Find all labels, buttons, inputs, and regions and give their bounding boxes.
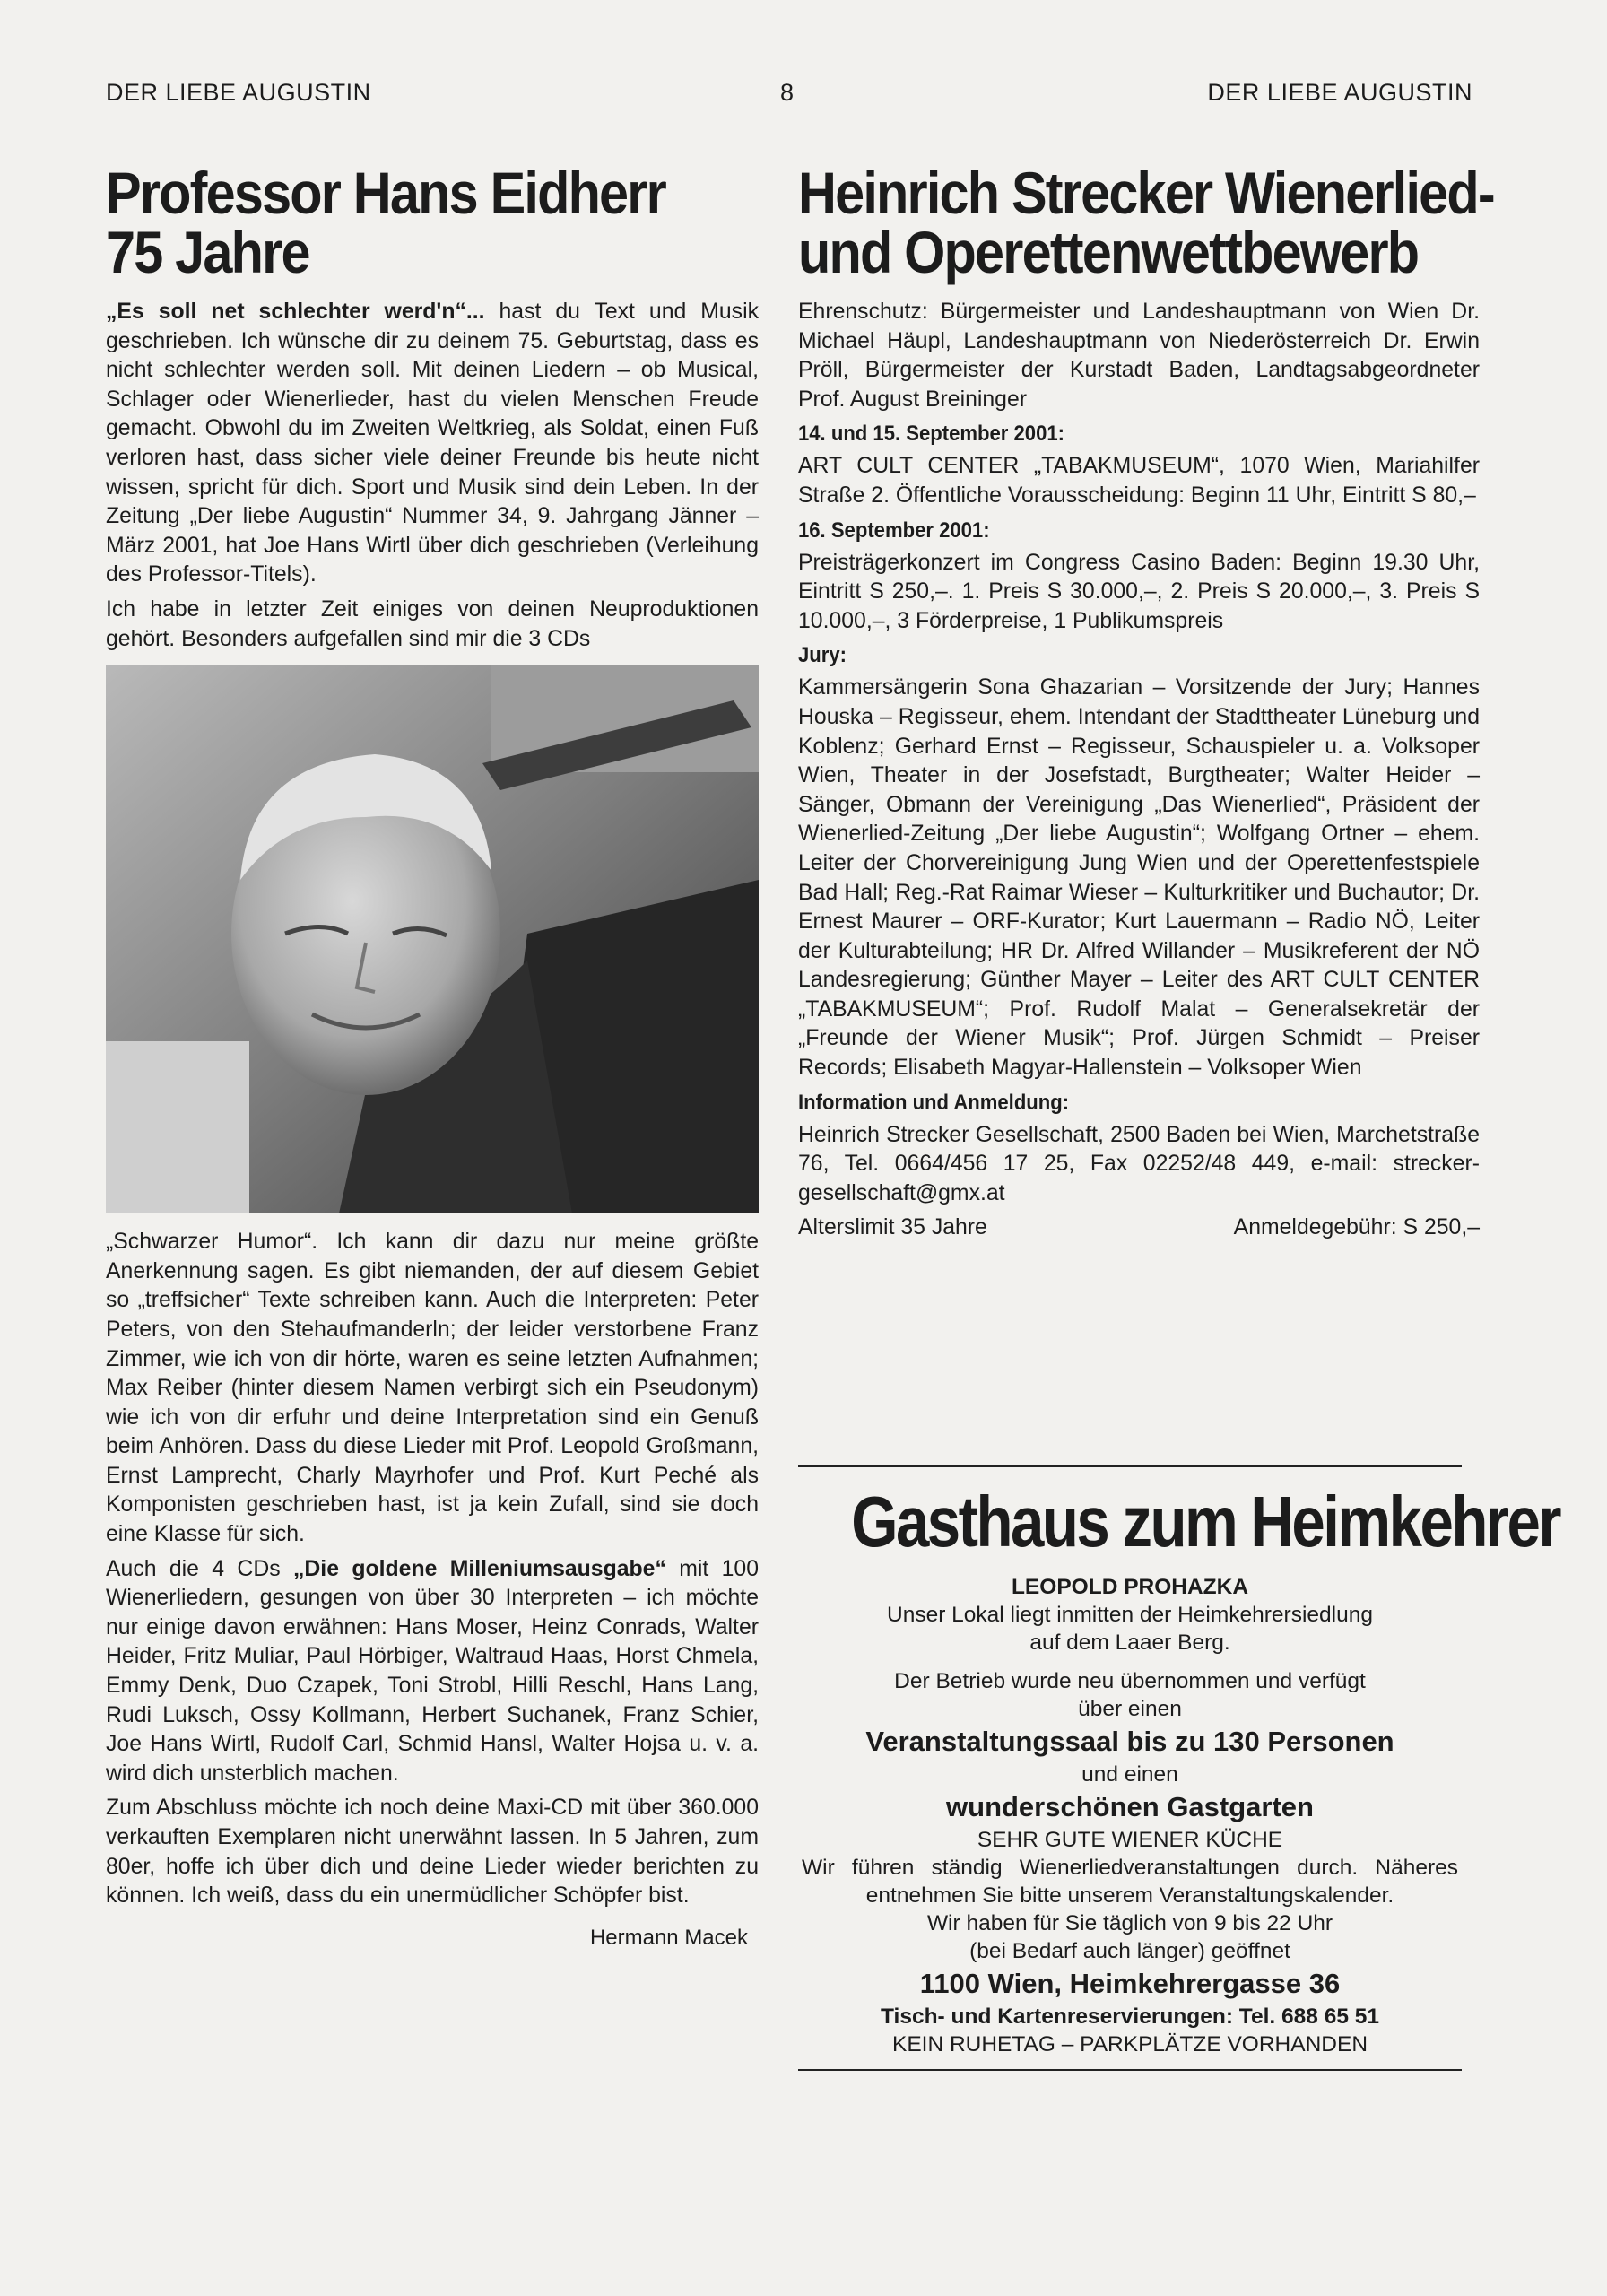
ad-hall: Veranstaltungssaal bis zu 130 Personen	[865, 1726, 1394, 1757]
info-heading: Information und Anmeldung:	[798, 1090, 1070, 1115]
date2-text: Preisträgerkonzert im Congress Casino Baden: Beginn 19.30 Uhr, Eintritt S 250,–. 1. Preis S 30.000,–, 2. Preis S 20.000,–, 3. Preis S 10.000,–, 3 Förderpreise, 1 Publikumspreis	[798, 550, 1480, 633]
ad-title: Gasthaus zum Heimkehrer	[851, 1482, 1560, 1561]
registration-fee: Anmeldegebühr: S 250,–	[1233, 1215, 1480, 1240]
advertisement-box	[798, 1465, 1560, 2071]
left-para-4-bold: „Die goldene Milleniumsausgabe“	[293, 1556, 666, 1581]
date1-text: ART CULT CENTER „TABAKMUSEUM“, 1070 Wien, Mariahilfer Straße 2. Öffentliche Vorausscheidung: Beginn 11 Uhr, Eintritt S 80,–	[798, 454, 1480, 508]
ad-location-line1: Unser Lokal liegt inmitten der Heimkehrersiedlung	[887, 1603, 1373, 1627]
right-article	[798, 160, 1494, 1242]
left-article	[106, 160, 759, 1951]
running-head-right: DER LIEBE AUGUSTIN	[1207, 79, 1472, 106]
left-para-2: Ich habe in letzter Zeit einiges von deinen Neuproduktionen gehört. Besonders aufgefallen sind mir die 3 CDs	[106, 596, 759, 651]
portrait-photo-image	[106, 665, 759, 1213]
running-head-left: DER LIEBE AUGUSTIN	[106, 79, 371, 106]
left-headline-line1: Professor Hans Eidherr	[106, 160, 665, 226]
left-para-4-rest: mit 100 Wienerliedern, gesungen von über 30 Interpreten – ich möchte nur einige davon erwähnen: Hans Moser, Heinz Conrads, Walter Heider, Fritz Muliar, Paul Hörbiger, Waltraud Haas, Horst Chmela, Emmy Denk, Duo Czapek, Toni Strobl, Hilli Reschl, Hans Lang, Rudi Luksch, Ossy Kollmann, Herbert Suchanek, Franz Schier, Joe Hans Wirtl, Rudolf Carl, Schmid Hansl, Walter Hojsa u. v. a. wird dich unsterblich machen.	[106, 1556, 759, 1786]
portrait-photo	[106, 665, 759, 1213]
right-headline	[798, 160, 1494, 285]
ad-owner: LEOPOLD PROHAZKA	[1011, 1575, 1249, 1599]
ad-footer: KEIN RUHETAG – PARKPLÄTZE VORHANDEN	[891, 2032, 1368, 2057]
left-para-3: „Schwarzer Humor“. Ich kann dir dazu nur meine größte Anerkennung sagen. Es gibt niemanden, der auf diesem Gebiet so „treffsicher“ Texte schreiben kann. Auch die Interpreten: Peter Peters, von den Stehaufmanderln; der leider verstorbene Franz Zimmer, wie ich von dir hörte, waren es seine letzten Aufnahmen; Max Reiber (hinter diesem Namen verbirgt sich ein Pseudonym) wie ich von dir erfuhr und deine Interpretation sind ein Genuß beim Anhören. Dass du diese Lieder mit Prof. Leopold Großmann, Ernst Lamprecht, Charly Mayrhofer und Prof. Kurt Peché als Komponisten geschrieben hast, ist ja kein Zufall, sind sie doch eine Klasse für sich.	[106, 1230, 759, 1547]
info-text: Heinrich Strecker Gesellschaft, 2500 Baden bei Wien, Marchetstraße 76, Tel. 0664/456 17 25, Fax 02252/48 449, e-mail: strecker-gesellschaft@gmx.at	[798, 1122, 1480, 1205]
ad-hours-line1: Wir haben für Sie täglich von 9 bis 22 Uhr	[926, 1911, 1333, 1935]
ad-kitchen: SEHR GUTE WIENER KÜCHE	[977, 1828, 1283, 1852]
jury-heading: Jury:	[798, 643, 847, 668]
jury-text: Kammersängerin Sona Ghazarian – Vorsitzende der Jury; Hannes Houska – Regisseur, ehem. Intendant der Stadttheater Lüneburg und Koblenz; Gerhard Ernst – Regisseur, Schauspieler u. a. Volksoper Wien, Theater in der Josefstadt, Burgtheater; Walter Heider – Sänger, Obmann der Vereinigung „Das Wienerlied“, Präsident der Wienerlied-Zeitung „Der liebe Augustin“; Wolfgang Ortner – ehem. Leiter der Chorvereinigung Jung Wien und der Operettenfestspiele Bad Hall; Reg.-Rat Raimar Wieser – Kulturkritiker und Buchautor; Dr. Ernest Maurer – ORF-Kurator; Kurt Lauermann – Radio NÖ, Leiter der Kulturabteilung; HR Dr. Alfred Willander – Musikreferent der NÖ Landesregierung; Günther Mayer – Leiter des ART CULT CENTER „TABAKMUSEUM“; Prof. Rudolf Malat – Generalsekretär der „Freunde der Wiener Musik“; Prof. Jürgen Schmidt – Preiser Records; Elisabeth Magyar-Hallenstein – Volksoper Wien	[798, 675, 1480, 1081]
limits-row	[798, 1213, 1480, 1242]
ad-and-one: und einen	[1081, 1762, 1178, 1787]
ad-address: 1100 Wien, Heimkehrergasse 36	[919, 1968, 1341, 1999]
left-para-5: Zum Abschluss möchte ich noch deine Maxi-CD mit über 360.000 verkauften Exemplaren nicht unerwähnt lassen. In 5 Jahren, zum 80er, hoffe ich über dich und deine Lieder wieder berichten zu können. Ich weiß, dass du ein unermüdlicher Schöpfer bist.	[106, 1796, 759, 1909]
ad-reservations: Tisch- und Kartenreservierungen: Tel. 688 65 51	[881, 2005, 1379, 2029]
ad-takeover-line2: über einen	[1078, 1697, 1182, 1721]
ad-hours-line2: (bei Bedarf auch länger) geöffnet	[969, 1939, 1290, 1963]
left-para-4-start: Auch die 4 CDs	[106, 1556, 293, 1581]
right-headline-line2: und Operettenwettbewerb	[798, 219, 1419, 285]
page-number: 8	[780, 79, 795, 106]
date1-heading: 14. und 15. September 2001:	[798, 422, 1064, 447]
patronage-text: Ehrenschutz: Bürgermeister und Landeshauptmann von Wien Dr. Michael Häupl, Landeshauptmann von Niederösterreich Dr. Erwin Pröll, Bürgermeister der Kurstadt Baden, Landtagsabgeordneter Prof. August Breininger	[798, 300, 1480, 412]
left-intro-bold: „Es soll net schlechter werd'n“...	[106, 300, 485, 324]
left-headline-line2: 75 Jahre	[106, 219, 309, 285]
ad-takeover-line1: Der Betrieb wurde neu übernommen und verfügt	[894, 1669, 1366, 1693]
age-limit: Alterslimit 35 Jahre	[798, 1215, 987, 1240]
left-headline	[106, 160, 693, 285]
left-para-1-text: hast du Text und Musik geschrieben. Ich wünsche dir zu deinem 75. Geburtstag, dass es nicht schlechter werden soll. Mit deinen Liedern – ob Musical, Schlager oder Wienerlieder, hast du vielen Menschen Freude gemacht. Obwohl du im Zweiten Weltkrieg, als Soldat, einen Fuß verloren hast, dass sicher viele deiner Freunde bis heute nicht wissen, spricht für dich. Sport und Musik sind dein Leben. In der Zeitung „Der liebe Augustin“ Nummer 34, 9. Jahrgang Jänner – März 2001, hat Joe Hans Wirtl über dich geschrieben (Verleihung des Professor-Titels).	[106, 300, 759, 587]
left-para-4	[106, 1555, 759, 1789]
left-para-1	[106, 298, 759, 590]
date2-heading: 16. September 2001:	[798, 517, 990, 543]
right-headline-line1: Heinrich Strecker Wienerlied-	[798, 160, 1494, 226]
ad-garden: wunderschönen Gastgarten	[946, 1791, 1314, 1822]
ad-location-line2: auf dem Laaer Berg.	[1029, 1631, 1230, 1655]
ad-events: Wir führen ständig Wienerliedveranstaltungen durch. Näheres entnehmen Sie bitte unserem Veranstaltungskalender.	[802, 1856, 1458, 1908]
author-signature: Hermann Macek	[589, 1925, 748, 1950]
